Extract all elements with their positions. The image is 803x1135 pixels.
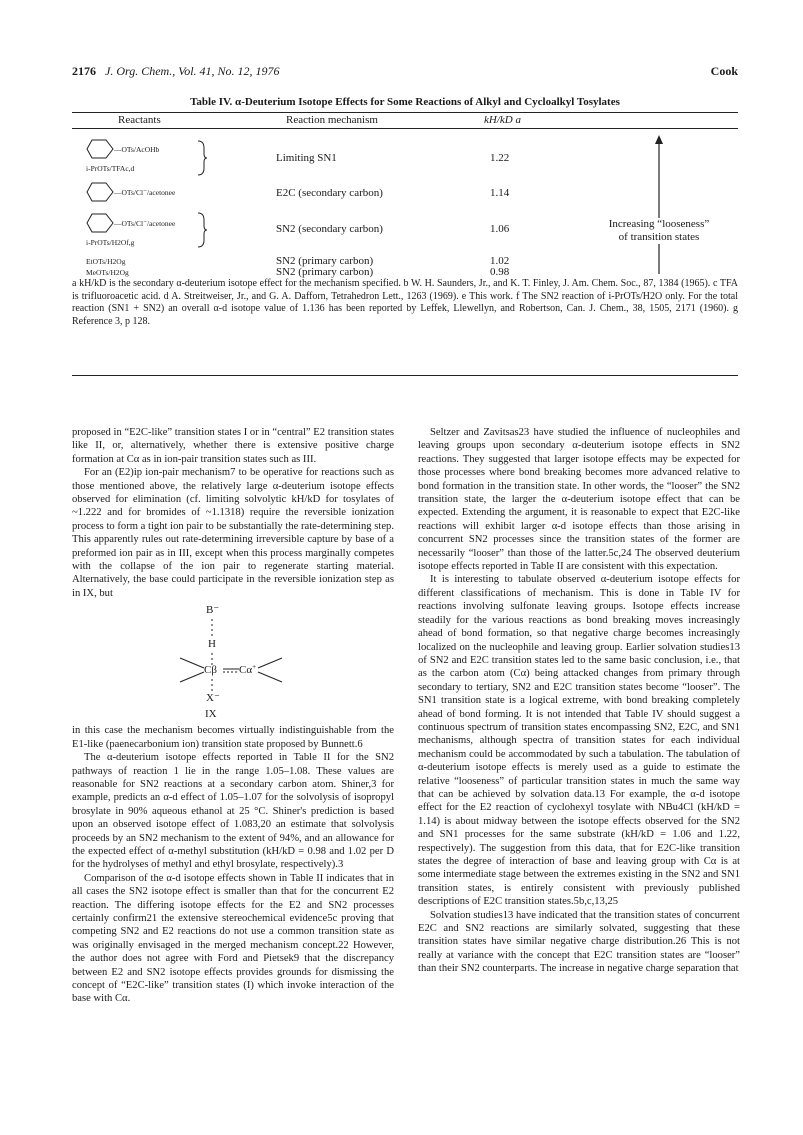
row2-mechanism: E2C (secondary carbon) [276,187,383,199]
row1-reactant-1: —OTs/AcOHb [114,145,160,154]
left-paragraph-4: The α-deuterium isotope effects reported in Table II for the SN2 pathways of reaction 1 lie in the range 1.05–1.08. These values are reasonable for SN2 reactions at a secondary carbon atom. Shiner,3 for example, predicts an α-d effect of 1.05–1.07 for the solvolysis of isopropyl brosylate in 90% aqueous ethanol at 25 °C. Shiner's prediction is based upon an observed isotope effect of 1.083,20 an estimate that solvolysis proceeds by an SN2 mechanism to the extent of 94%, and an allowance for the expected effect of α-methyl substitution (kH/kD = 0.98 and 1.02 per D for the hydrolyses of methyl and ethyl brosylate, respectively).3 [72,752,394,871]
row4-mechanism: SN2 (primary carbon) [276,255,374,267]
structure-c-beta: Cβ [204,664,217,677]
right-column [418,426,740,976]
right-brace-icon [196,212,208,248]
right-brace-icon [196,140,208,176]
row3-reactant-1: —OTs/Cl⁻/acetonee [114,219,176,228]
right-paragraph-1: Seltzer and Zavitsas23 have studied the influence of nucleophiles and leaving groups upon secondary α-deuterium isotope effects in SN2 reactions. They suggested that larger isotope effects may be expected for those processes where bond breaking becomes more advanced relative to bond formation in the transition state. In other words, the “looser” the SN2 transition state, the larger the α-deuterium isotope effect that can be expected. Extending the argument, it is reasonable to expect that E2C-like reactions will exhibit larger α-d isotope effects than those arising in concurrent SN2 processes since the transition states of the former are necessarily “looser” than those of the latter.5c,24 The observed deuterium isotope effects reported in Table II are consistent with this expectation. [418,427,740,573]
structure-leaving-group: X⁻ [206,692,220,705]
page-number: 2176 [72,64,96,78]
running-header [72,64,738,80]
partial-positive-charge: + [252,662,257,672]
trend-label-line-2: of transition states [618,231,700,243]
table-bottom-rule [72,375,738,376]
left-paragraph-1: proposed in “E2C-like” transition states I or in “central” E2 transition states like II, or, alternatively, whether there is extensive positive charge formation at Cα as in ion-pair transition states such as III. [72,427,394,465]
row4-reactant: EtOTs/H2Og [86,257,126,266]
table-caption: Table IV. α-Deuterium Isotope Effects for Some Reactions of Alkyl and Cycloalkyl Tosylates [190,96,620,108]
right-paragraph-2: It is interesting to tabulate observed α-deuterium isotope effects for different classifications of mechanism. This is done in Table IV for reactions involving sulfonate leaving groups. Isotope effects increase steadily for the various reactions as bond breaking moves increasingly ahead of bond formation, so that negative charge becomes increasingly localized on the nucleophile and leaving group. Earlier solvation studies13 of SN2 and E2C transition states led to the same basic conclusion, i.e., that as the carbon atom (Cα) being attacked changes from primary through secondary to tertiary, SN2 and E2C transition states become “looser”. The SN1 transition state is a logical extreme, with bond breaking completely ahead of bond forming. It is not intended that Table IV should suggest a continuous spectrum of transition states encompassing SN2, E2C, and SN1 mechanisms, although spectra of transition states for each individual mechanism could be accommodated by such a tabulation. The tabulation of α-deuterium isotope effects is merely used as a guide to estimate the relative “looseness” of particular transition states in much the same way that can be achieved by solvation data.13 For example, the α-d isotope effect for the E2 reaction of cyclohexyl tosylate with NBu4Cl (kH/kD = 1.14) is about midway between the isotope effects observed for the SN2 and SN1 processes for the same substrate (kH/kD = 1.06 and 1.22, respectively). The suggestion from this data, that for E2C-like transition states the degree of interaction of base and leaving group with Cα is at some intermediate stage between the extremes existing in the SN2 and SN1 transition states, is entirely consistent with previously published descriptions of E2C transition states.5b,c,13,25 [418,574,740,908]
trend-up-arrow-icon [653,134,665,280]
left-paragraph-3: in this case the mechanism becomes virtually indistinguishable from the E1-like (paenecarbonium ion) transition state proposed by Bunnett.6 [72,725,394,750]
dotted-bond-icon [209,618,215,638]
row5-mechanism: SN2 (primary carbon) [276,266,374,278]
left-column [72,426,394,1006]
table-top-rule [72,112,738,113]
row4-value: 1.02 [490,255,510,267]
row3-mechanism: SN2 (secondary carbon) [276,223,383,235]
substituent-bonds-icon [254,656,284,684]
row3-value: 1.06 [490,223,510,235]
cyclohexane-ring-icon [86,138,116,160]
author-name: Cook [710,64,738,78]
row3-reactant-2: i-PrOTs/H2Of,g [86,238,135,247]
dotted-bond-icon [209,678,215,692]
trend-label-line-1: Increasing “looseness” [608,218,710,230]
header-reactants: Reactants [118,114,161,126]
row2-value: 1.14 [490,187,510,199]
row5-reactant: MeOTs/H2Og [86,268,129,277]
header-mechanism: Reaction mechanism [286,114,378,126]
journal-citation: J. Org. Chem., Vol. 41, No. 12, 1976 [105,64,280,78]
table-footnotes: a kH/kD is the secondary α-deuterium isotope effect for the mechanism specified. b W. H. Saunders, Jr., and K. T. Finley, J. Am. Chem. Soc., 87, 1384 (1965). c TFA is trifluoroacetic acid. d A. Streitweiser, Jr., and G. A. Dafforn, Tetrahedron Lett., 1263 (1969). e This work. f The SN2 reaction of i-PrOTs/H2O only. For the total reaction (SN1 + SN2) an overall α-d isotope value of 1.136 has been reported by Leffek, Llewellyn, and Robertson, Can. J. Chem., 38, 1505, 2171 (1960). g Reference 3, p 128. [72,278,738,327]
left-paragraph-5: Comparison of the α-d isotope effects shown in Table II indicates that in all cases the SN2 isotope effect is smaller than that for the concurrent E2 reaction. The differing isotope effects for the E2 and SN2 processes certainly confirm21 the extensive stereochemical evidence5c proving that competing SN2 and E2 reactions do not use a common transition state as was originally envisaged in the merged mechanism concept.22 However, the author does not agree with Ford and Pietsek9 that the discrepancy between E2 and SN2 isotope effects provides grounds for dismissing the concept of “E2C-like” transition states (I) which invoke interaction of the base with Cα. [72,872,394,1005]
structure-base: B⁻ [206,604,220,617]
trend-label [598,218,720,244]
row5-value: 0.98 [490,266,510,278]
header-kie: kH/kD a [484,114,521,126]
cyclohexane-ring-icon [86,212,116,234]
partial-double-bond-icon [222,666,240,674]
row1-reactant-2: i-PrOTs/TFAc,d [86,164,135,173]
table-header-rule [72,128,738,129]
structure-label: IX [205,708,217,721]
right-paragraph-3: Solvation studies13 have indicated that the transition states of concurrent E2C and SN2 reactions are similarly solvated, suggesting that these transition states have similar negative charge distribution.26 This is not really at variance with the concept that E2C transition states are “looser” than their SN2 counterparts. The increase in negative charge separation that [418,909,740,975]
row2-reactant-1: —OTs/Cl⁻/acetonee [114,188,176,197]
cyclohexane-ring-icon [86,181,116,203]
left-paragraph-2: For an (E2)ip ion-pair mechanism7 to be operative for reactions such as those mentioned above, the relatively large α-deuterium isotope effects observed for elimination (cf. limiting solvolytic kH/kD for tosylates of ~1.222 and for bromides of ~1.1318) require the reversible ionization process to form a tight ion pair to be substantially the rate-determining step. This apparently rules out rate-determining irreversible capture by base of a preformed ion pair as in III, except when this process marginally competes with the collapse of the ion pair to regenerate starting material. Alternatively, the base could participate in the reversible ionization step as in IX, but [72,467,394,599]
row1-value: 1.22 [490,152,510,164]
row1-mechanism: Limiting SN1 [276,152,337,164]
structure-c-alpha: Cα [239,664,253,677]
structure-hydrogen: H [208,638,216,651]
structure-ix-figure [72,604,394,722]
